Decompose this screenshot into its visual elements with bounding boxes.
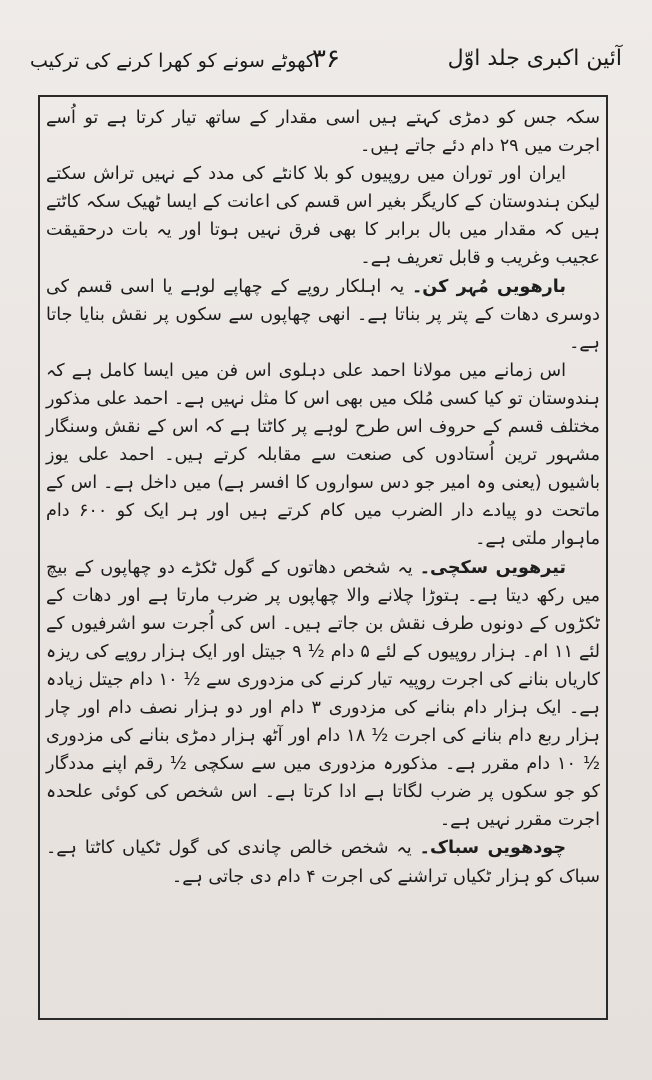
paragraph-5-text: یہ شخص دھاتوں کے گول ٹکڑے دو چھاپوں کے بیچ میں رکھ دیتا ہے۔ ہتوڑا چلانے والا چھاپوں پر ضرب مارتا ہے اور دھات کے ٹکڑوں کے دونوں طرف نقش بن جاتے ہیں۔ اس کی اُجرت سو اشرفیوں کے لئے ۱۱ ام۔ ہزار روپیوں کے لئے ۵ دام ½ ۹ جیتل اور ایک ہزار روپے کی ریزہ کاریاں بنانے کی اجرت روپیہ تیار کرنے کی مزدوری سے ½ ۱۰ دام جیتل زیادہ ہے۔ ایک ہزار دام بنانے کی مزدوری ۳ دام اور دو ہزار نصف دام اور چار ہزار ربع دام بنانے کی اجرت ½ ۱۸ دام اور آٹھ ہزار دمڑی بنانے کی مزدوری ½ ۱۰ دام مقرر ہے۔ مذکورہ مزدوری میں سے سکچی ½ رقم اپنے مددگار کو جو سکوں پر ضرب لگاتا ہے ادا کرتا ہے۔ اس شخص کی کوئی علحدہ اجرت مقرر نہیں ہے۔: [46, 557, 601, 831]
paragraph-3-heading: بارھویں مُہر کن۔: [411, 276, 566, 297]
page-number: ۳۶: [312, 44, 340, 74]
paragraph-6: [46, 834, 600, 890]
paragraph-4: [46, 357, 600, 554]
paragraph-6-text: یہ شخص خالص چاندی کی گول ٹکیاں کاٹتا ہے۔ سباک کو ہزار ٹکیاں تراشنے کی اجرت ۴ دام دی جاتی ہے۔: [46, 838, 600, 887]
paragraph-1: [46, 104, 600, 160]
paragraph-3-text: یہ اہلکار روپے کے چھاپے لوہے یا اسی قسم کی دوسری دھات کے پتر پر بناتا ہے۔ انھی چھاپوں سے سکوں پر نقش بنایا جاتا ہے۔: [46, 276, 600, 353]
book-title: آئین اکبری جلد اوّل: [447, 46, 622, 71]
paragraph-4-text: اس زمانے میں مولانا احمد علی دہلوی اس فن میں ایسا کامل ہے کہ ہندوستان تو کیا کسی مُلک میں بھی اس کا مثل نہیں ہے۔ احمد علی مذکور مختلف قسم کے حروف اس طرح لوہے پر کاٹتا ہے کہ اس کے نقش وسنگار مشہور ترین اُستادوں کی صنعت سے مقابلہ کرتے ہیں۔ احمد علی یوز باشیوں (یعنی وہ امیر جو دس سواروں کا افسر ہے) میں داخل ہے۔ اس کے ماتحت دو پیادے دار الضرب میں کام کرتے ہیں اور ہر ایک کو ۶۰۰ دام ماہوار ملتی ہے۔: [46, 360, 600, 550]
paragraph-5-heading: تیرھویں سکچی۔: [419, 557, 566, 578]
paragraph-5: [46, 554, 600, 835]
paragraph-1-text: سکہ جس کو دمڑی کہتے ہیں اسی مقدار کے ساتھ تیار کرتا ہے تو اُسے اجرت میں ۲۹ دام دئے جاتے ہیں۔: [46, 108, 600, 157]
paragraph-3: [46, 273, 600, 357]
paragraph-2-text: ایران اور توران میں روپیوں کو بلا کانٹے کی مدد کے نہیں تراش سکتے لیکن ہندوستان کے کاریگر بغیر اس قسم کی اعانت کے ایسا ٹھیک سکہ کاٹتے ہیں کہ مقدار میں بال برابر کا بھی فرق نہیں ہوتا اور یہ بات درحقیقت عجیب وغریب و قابل تعریف ہے۔: [46, 164, 600, 269]
paragraph-6-heading: چودھویں سباک۔: [419, 838, 567, 859]
page-header: [30, 40, 622, 90]
body-text: [40, 104, 606, 891]
paragraph-2: [46, 160, 600, 272]
running-head: کھوٹے سونے کو کھرا کرنے کی ترکیب: [30, 50, 315, 72]
